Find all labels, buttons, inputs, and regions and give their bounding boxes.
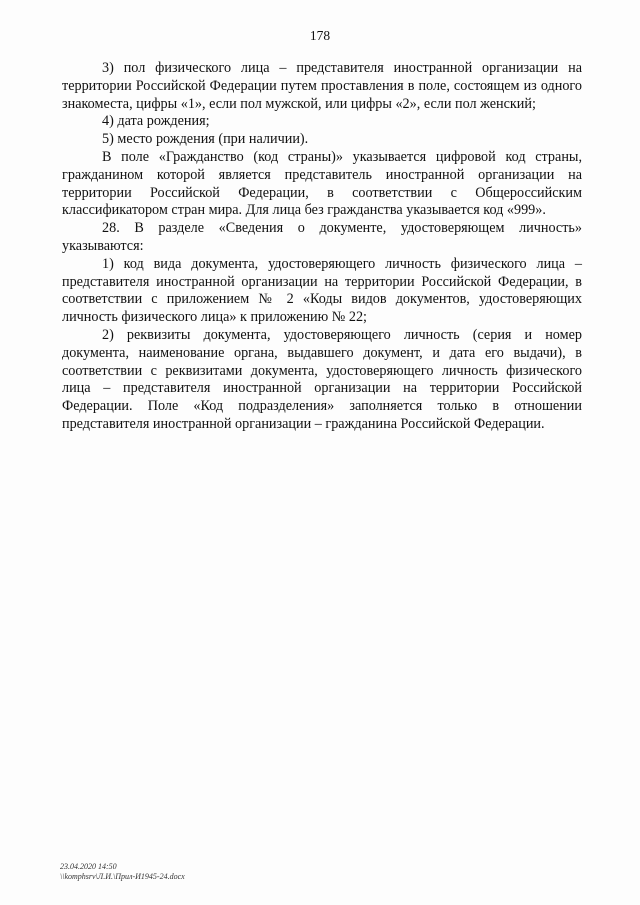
paragraph-citizenship: В поле «Гражданство (код страны)» указывается цифровой код страны, гражданином которой является представитель иностранной организации на территории Российской Федерации, в соответствии с Общероссийским классификатором стран мира. Для лица без гражданства указывается код «999».: [62, 148, 582, 219]
document-footer: [60, 862, 185, 882]
paragraph-document-code: 1) код вида документа, удостоверяющего личность физического лица – представителя иностранной организации на территории Российской Федерации, в соответствии с приложением № 2 «Коды видов документов, удостоверяющих личность физического лица» к приложению № 22;: [62, 255, 582, 326]
paragraph-birth-date: 4) дата рождения;: [102, 113, 210, 130]
footer-file-path: \\komphsrv\Л.И.\Прил-И1945-24.docx: [60, 872, 185, 881]
paragraph-section-28: 28. В разделе «Сведения о документе, удостоверяющем личность» указываются:: [62, 220, 582, 254]
paragraph-gender: 3) пол физического лица – представителя иностранной организации на территории Российской Федерации путем проставления в поле, состоящем из одного знакоместа, цифры «1», если пол мужской, или цифры «2», если пол женский;: [62, 60, 582, 112]
paragraph-birth-place: 5) место рождения (при наличии).: [102, 131, 309, 148]
document-body: [62, 60, 582, 434]
paragraph-document-details: 2) реквизиты документа, удостоверяющего личность (серия и номер документа, наименование органа, выдавшего документ, и дата его выдачи), в соответствии с реквизитами документа, удостоверяющего личность физического лица – представителя иностранной организации на территории Российской Федерации. Поле «Код подразделения» заполняется только в отношении представителя иностранной организации – гражданина Российской Федерации.: [62, 326, 582, 432]
footer-timestamp: 23.04.2020 14:50: [60, 862, 117, 871]
page-number: 178: [309, 28, 331, 43]
